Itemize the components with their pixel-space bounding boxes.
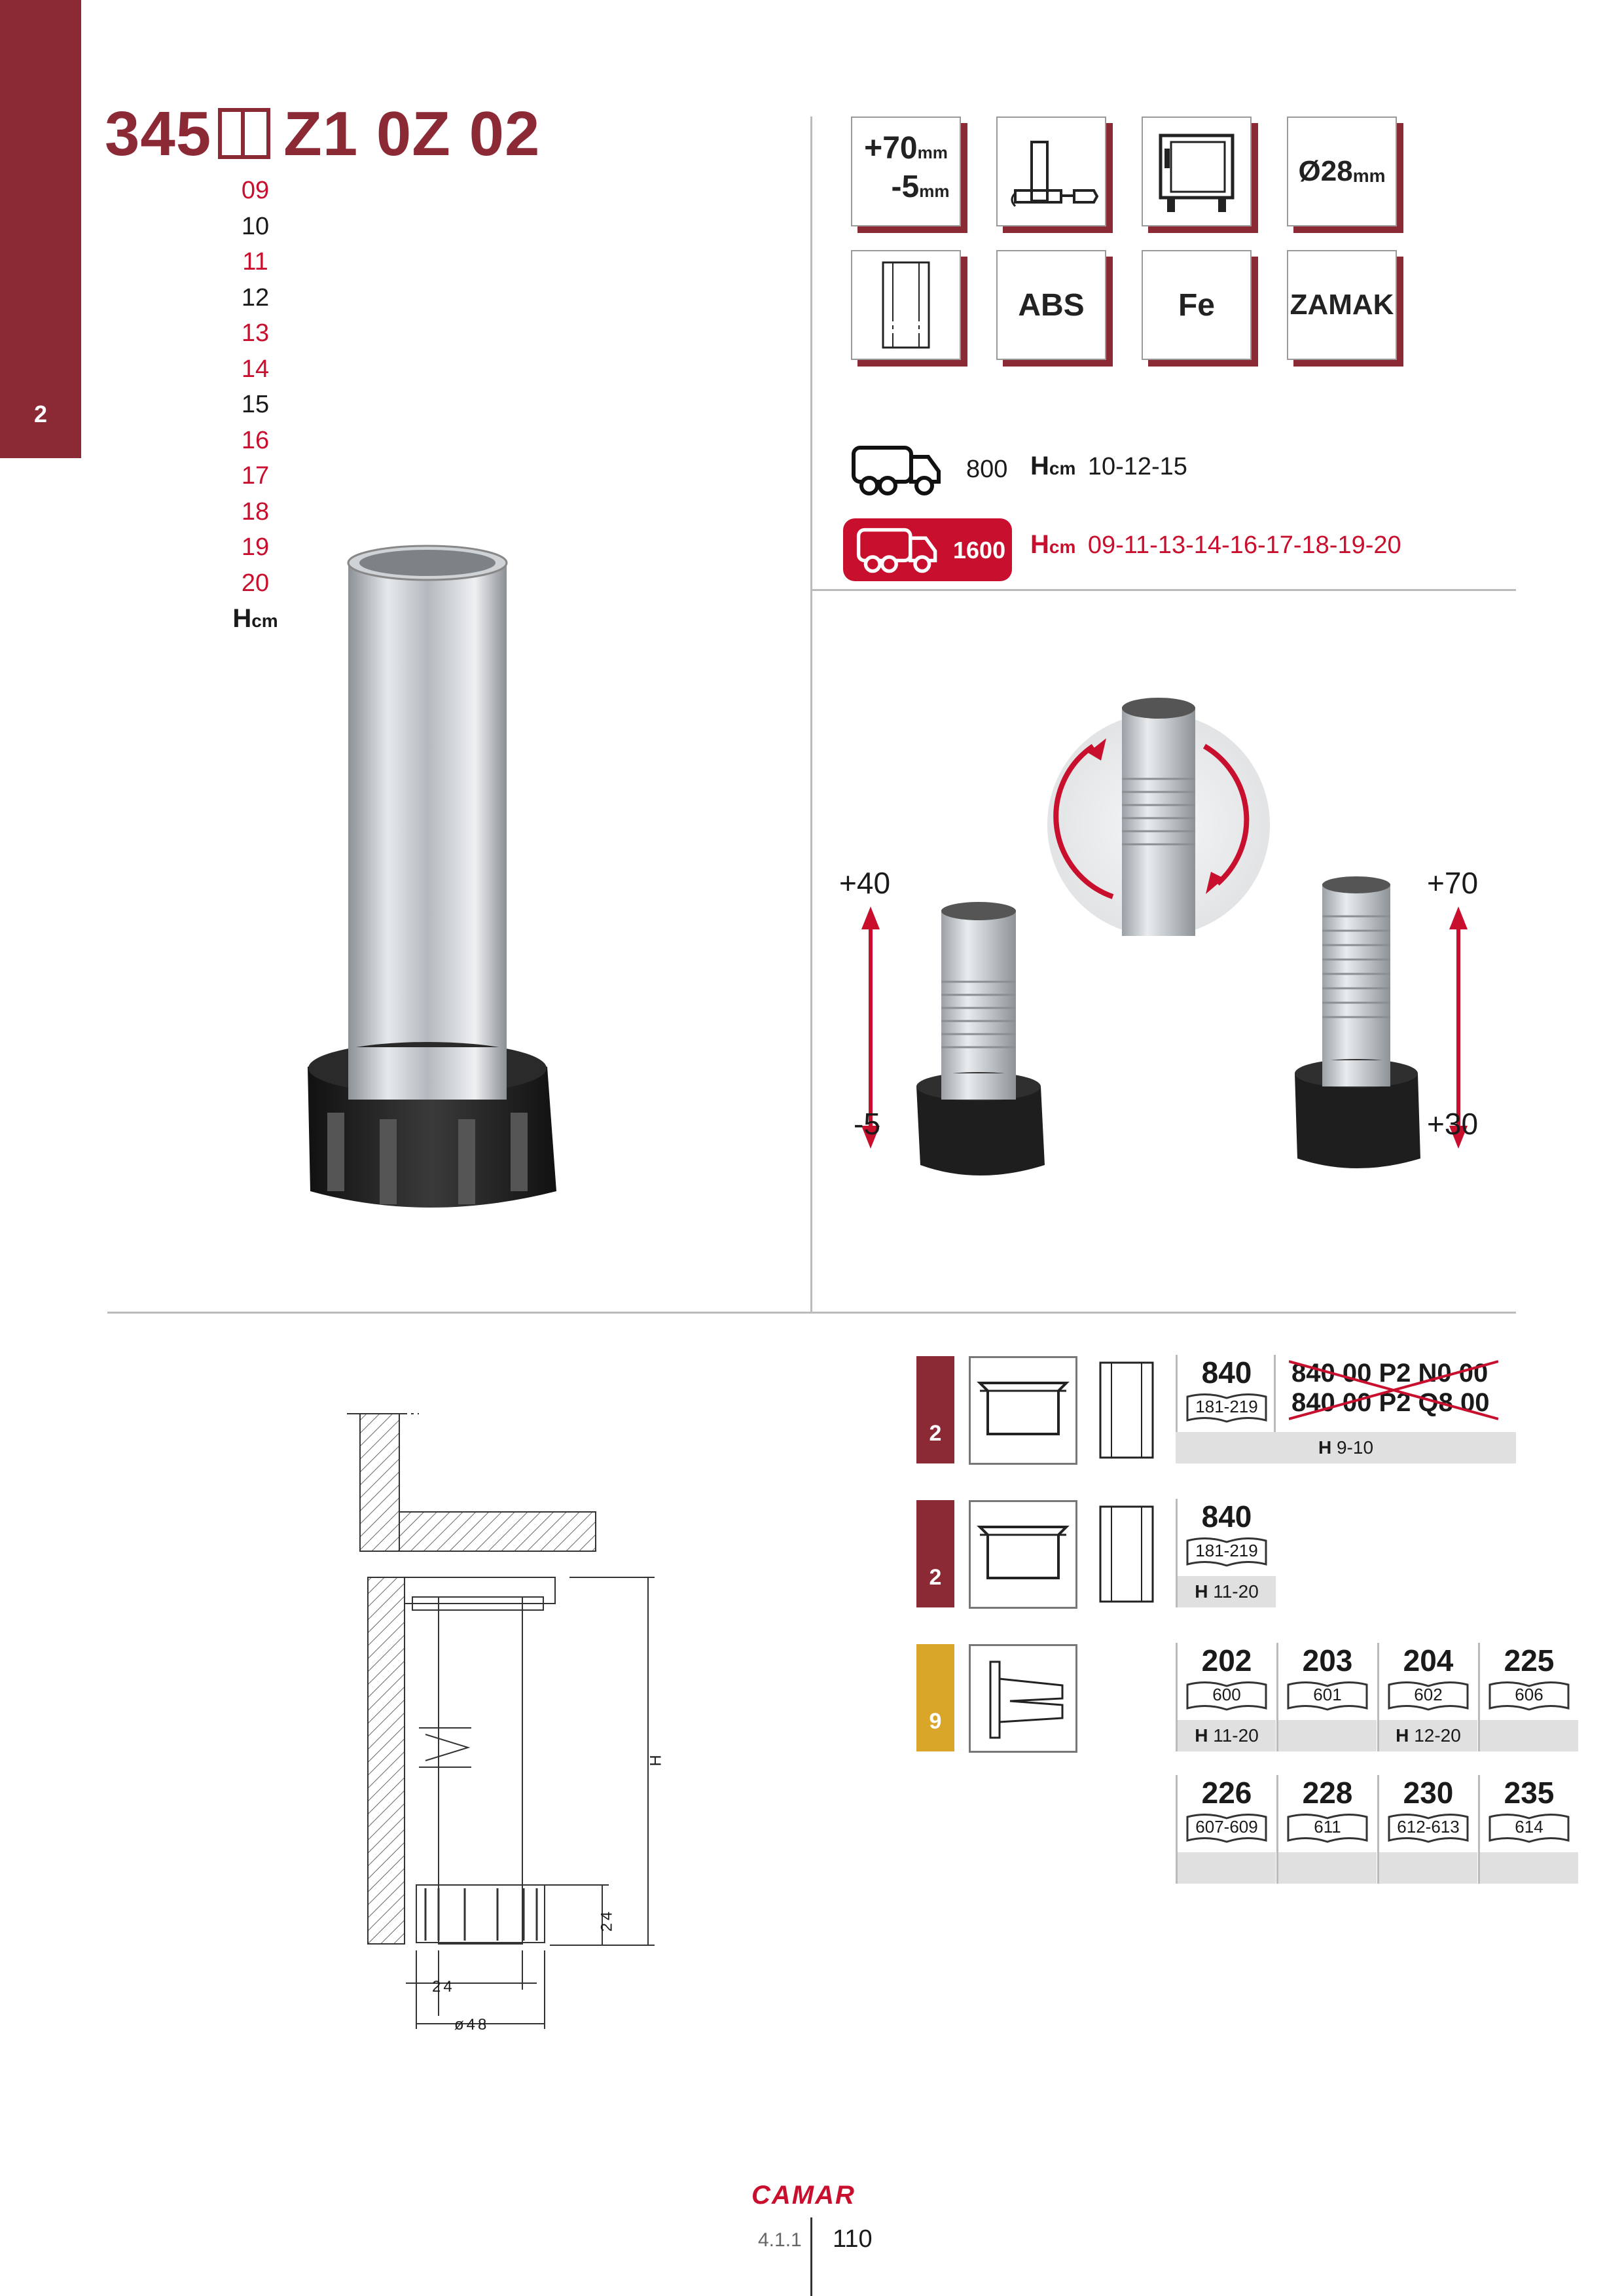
height-item: 17 <box>241 462 270 490</box>
adjust-right-top: +70 <box>1427 866 1479 900</box>
book-ref: 181-219 <box>1195 1541 1258 1560</box>
footer-range: 9-10 <box>1336 1437 1374 1458</box>
section-number: 4.1.1 <box>758 2229 802 2251</box>
row-tag-3 <box>916 1644 954 1751</box>
technical-drawing <box>340 1401 707 2068</box>
product-code-prefix: 345 <box>105 99 212 169</box>
horizontal-divider-main <box>107 1312 1516 1314</box>
adjust-right-bottom: +30 <box>1427 1107 1479 1141</box>
struck-code-2: 840 00 P2 Q8 00 <box>1291 1388 1490 1417</box>
acc-code: 226 <box>1201 1776 1252 1810</box>
adjustment-illustration <box>831 674 1512 1198</box>
height-item: 10 <box>241 212 270 240</box>
leg-product-image <box>288 537 602 1257</box>
clip-icon <box>969 1644 1077 1753</box>
acc-840-row2 <box>1176 1499 1276 1607</box>
acc-code: 202 <box>1201 1643 1252 1677</box>
acc-code: 204 <box>1403 1643 1454 1677</box>
diameter-icon <box>1287 117 1397 226</box>
product-code-suffix: Z1 0Z 02 <box>283 99 541 169</box>
height-list <box>216 173 295 637</box>
truck-qty-2: 1600 <box>953 537 1006 564</box>
book-icon <box>1386 1679 1470 1711</box>
h-letter: H <box>232 604 252 633</box>
height-adjust-icon <box>851 117 961 226</box>
tube-icon <box>851 250 961 360</box>
variant-box-icon <box>218 108 270 159</box>
acc-footer <box>1480 1852 1578 1884</box>
h-letter: H <box>1030 452 1049 480</box>
truck-icon <box>851 445 943 497</box>
cap-icon <box>969 1356 1077 1465</box>
book-icon <box>1487 1679 1571 1711</box>
book-ref: 611 <box>1314 1817 1341 1837</box>
h-letter: H <box>1030 530 1049 559</box>
material-abs-icon <box>996 250 1106 360</box>
height-item: 18 <box>241 497 270 526</box>
footer-range: 11-20 <box>1213 1581 1259 1602</box>
height-item: 16 <box>241 426 270 454</box>
row-tag-2 <box>916 1500 954 1607</box>
acc-footer <box>1178 1720 1276 1751</box>
truck-qty-1: 800 <box>966 456 1008 483</box>
acc-footer <box>1379 1720 1477 1751</box>
acc-225 <box>1478 1643 1578 1751</box>
book-icon <box>1185 1812 1269 1843</box>
tube-insert-icon <box>1084 1356 1169 1463</box>
acc-code: 228 <box>1302 1776 1353 1810</box>
height-item: 14 <box>241 355 270 383</box>
adjust-left-top: +40 <box>839 866 891 900</box>
material-fe-icon <box>1142 250 1252 360</box>
row-tag-label: 2 <box>929 1421 942 1446</box>
camar-logo: CAMAR <box>751 2181 856 2210</box>
dim-24-horizontal: 24 <box>432 1978 455 1996</box>
book-ref: 607-609 <box>1195 1817 1258 1837</box>
truck-heights-2: 09-11-13-14-16-17-18-19-20 <box>1087 531 1401 559</box>
truck-height-label-1 <box>1030 452 1187 481</box>
section-tab <box>0 0 81 458</box>
footer-h: H <box>1318 1437 1332 1458</box>
horizontal-divider-right <box>810 589 1516 591</box>
acc-footer <box>1178 1852 1276 1884</box>
screwdriver-adjust-icon <box>996 117 1106 226</box>
struck-code-1: 840 00 P2 N0 00 <box>1291 1359 1489 1388</box>
footer-h: H <box>1195 1581 1208 1602</box>
book-icon <box>1286 1812 1369 1843</box>
truck-badge-1600 <box>843 518 1012 581</box>
cap-icon <box>969 1500 1077 1609</box>
height-unit <box>216 601 295 637</box>
adjust-plus: +70 <box>864 131 918 166</box>
acc-footer <box>1278 1852 1377 1884</box>
cabinet-icon <box>1142 117 1252 226</box>
height-item: 19 <box>241 533 270 561</box>
product-code <box>105 98 540 170</box>
strike-cross-icon <box>1289 1357 1498 1423</box>
acc-228 <box>1276 1775 1377 1884</box>
height-item: 09 <box>241 177 270 204</box>
book-ref: 181-219 <box>1195 1397 1258 1416</box>
acc-code: 840 <box>1201 1499 1252 1534</box>
acc-230 <box>1377 1775 1477 1884</box>
row1-footer <box>1176 1432 1516 1463</box>
book-icon <box>1185 1679 1269 1711</box>
adjust-minus-unit: mm <box>919 181 950 201</box>
cm-unit: cm <box>1049 458 1076 478</box>
footer-divider <box>810 2217 812 2296</box>
cm-unit: cm <box>251 611 278 631</box>
acc-footer <box>1278 1720 1377 1751</box>
footer-h: H <box>1195 1725 1208 1746</box>
acc-202 <box>1176 1643 1276 1751</box>
book-icon <box>1487 1812 1571 1843</box>
diameter-value: Ø28 <box>1298 155 1353 187</box>
book-ref: 600 <box>1212 1685 1241 1704</box>
footer-range: 12-20 <box>1414 1725 1461 1746</box>
vertical-divider <box>810 117 812 1313</box>
book-icon <box>1185 1535 1269 1567</box>
height-item: 11 <box>242 248 268 276</box>
cm-unit: cm <box>1049 537 1076 557</box>
height-item: 20 <box>241 569 270 597</box>
book-icon <box>1386 1812 1470 1843</box>
section-tab-label: 2 <box>34 401 48 427</box>
acc-226 <box>1176 1775 1276 1884</box>
row2-footer <box>1178 1576 1276 1607</box>
footer-range: 11-20 <box>1213 1725 1259 1746</box>
dim-height-H: H <box>647 1755 665 1767</box>
book-icon <box>1185 1391 1269 1423</box>
acc-235 <box>1478 1775 1578 1884</box>
adjust-left-bottom: -5 <box>854 1107 880 1141</box>
book-ref: 601 <box>1313 1685 1342 1704</box>
acc-203 <box>1276 1643 1377 1751</box>
acc-footer <box>1480 1720 1578 1751</box>
material-fe: Fe <box>1178 287 1215 323</box>
row-tag-1 <box>916 1356 954 1463</box>
truck-heights-1: 10-12-15 <box>1087 453 1187 480</box>
footer-h: H <box>1396 1725 1409 1746</box>
book-ref: 612-613 <box>1397 1817 1460 1837</box>
truck-height-label-2 <box>1030 530 1401 560</box>
book-icon <box>1286 1679 1369 1711</box>
acc-204 <box>1377 1643 1477 1751</box>
height-item: 13 <box>241 319 270 347</box>
acc-code: 235 <box>1504 1776 1555 1810</box>
tube-insert-icon <box>1084 1500 1169 1607</box>
height-item: 12 <box>241 283 270 312</box>
material-abs: ABS <box>1018 287 1085 323</box>
adjust-plus-unit: mm <box>917 143 948 162</box>
material-zamak-icon <box>1287 250 1397 360</box>
dim-diameter: ø48 <box>454 2016 490 2034</box>
book-ref: 606 <box>1515 1685 1543 1704</box>
acc-code: 230 <box>1403 1776 1454 1810</box>
acc-code: 225 <box>1504 1643 1555 1677</box>
acc-code: 203 <box>1302 1643 1353 1677</box>
page-number: 110 <box>833 2225 873 2253</box>
book-ref: 602 <box>1414 1685 1443 1704</box>
material-zamak: ZAMAK <box>1290 289 1394 321</box>
row-tag-label: 9 <box>929 1709 942 1734</box>
diameter-unit: mm <box>1352 166 1386 186</box>
adjust-minus: -5 <box>891 170 920 204</box>
truck-icon-white <box>855 528 940 575</box>
book-ref: 614 <box>1515 1817 1543 1837</box>
acc-footer <box>1379 1852 1477 1884</box>
acc-code: 840 <box>1201 1355 1252 1390</box>
row-tag-label: 2 <box>929 1565 942 1590</box>
dim-24-vertical: 24 <box>598 1909 616 1932</box>
height-item: 15 <box>241 391 270 418</box>
